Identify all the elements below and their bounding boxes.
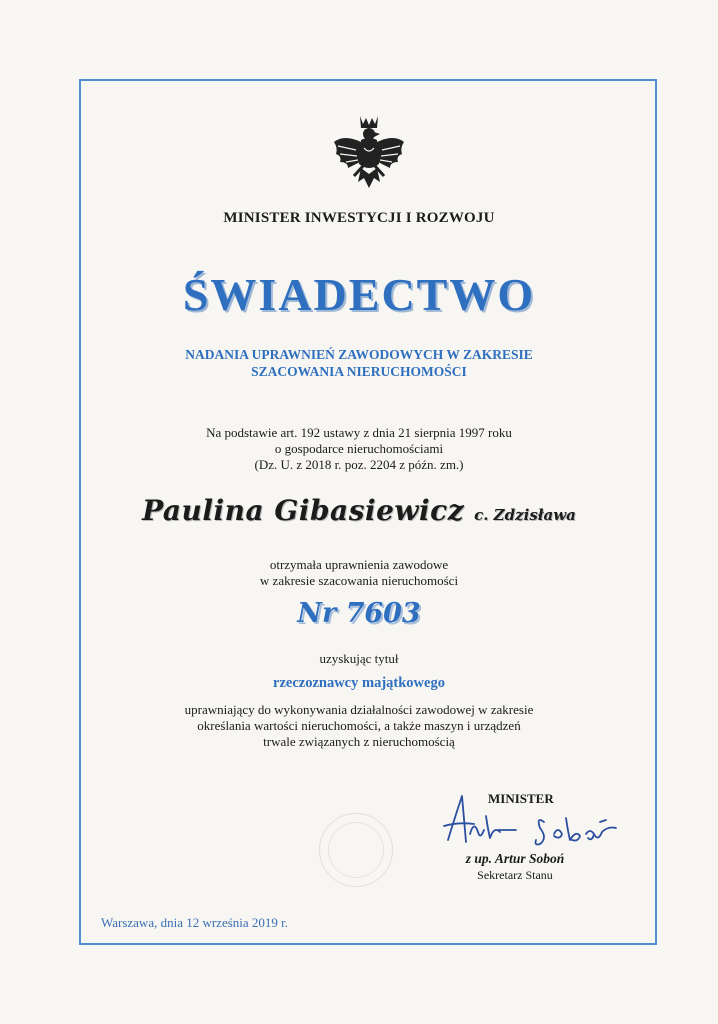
obtaining-text: uzyskując tytuł xyxy=(319,651,399,666)
holder-name: Paulina Gibasiewicz xyxy=(142,494,465,527)
holder-parent: c. Zdzisława xyxy=(474,506,576,524)
subtitle-line: SZACOWANIA NIERUCHOMOŚCI xyxy=(251,364,467,379)
received-line: w zakresie szacowania nieruchomości xyxy=(259,573,459,588)
entitlement-statement xyxy=(0,702,718,750)
professional-title: rzeczoznawcy majątkowego xyxy=(273,675,445,691)
place-and-date: Warszawa, dnia 12 września 2019 r. xyxy=(101,915,289,930)
legal-line: (Dz. U. z 2018 r. poz. 2204 z późn. zm.) xyxy=(254,457,464,472)
seal-inner-ring xyxy=(328,822,384,878)
ministry-heading: MINISTER INWESTYCJI I ROZWOJU xyxy=(223,210,495,226)
legal-line: Na podstawie art. 192 ustawy z dnia 21 sierpnia 1997 roku xyxy=(206,425,512,440)
signer-name: z up. Artur Soboń xyxy=(465,851,565,866)
document-title: ŚWIADECTWO xyxy=(182,269,536,320)
holder-name-line xyxy=(0,494,718,527)
entitlement-line: trwale związanych z nieruchomością xyxy=(263,734,455,749)
legal-basis xyxy=(0,425,718,473)
polish-eagle-emblem-icon xyxy=(330,112,408,196)
signature-role: MINISTER xyxy=(488,791,554,806)
signer-title: Sekretarz Stanu xyxy=(477,868,553,882)
subtitle-line: NADANIA UPRAWNIEŃ ZAWODOWYCH W ZAKRESIE xyxy=(185,347,533,362)
handwritten-signature xyxy=(440,790,630,856)
entitlement-line: określania wartości nieruchomości, a także maszyn i urządzeń xyxy=(197,718,521,733)
entitlement-line: uprawniający do wykonywania działalności zawodowej w zakresie xyxy=(184,702,534,717)
legal-line: o gospodarce nieruchomościami xyxy=(274,441,444,456)
certificate-number: Nr 7603 xyxy=(297,598,421,629)
embossed-seal xyxy=(319,813,393,887)
received-statement xyxy=(0,557,718,589)
received-line: otrzymała uprawnienia zawodowe xyxy=(269,557,449,572)
document-subtitle xyxy=(0,346,718,380)
